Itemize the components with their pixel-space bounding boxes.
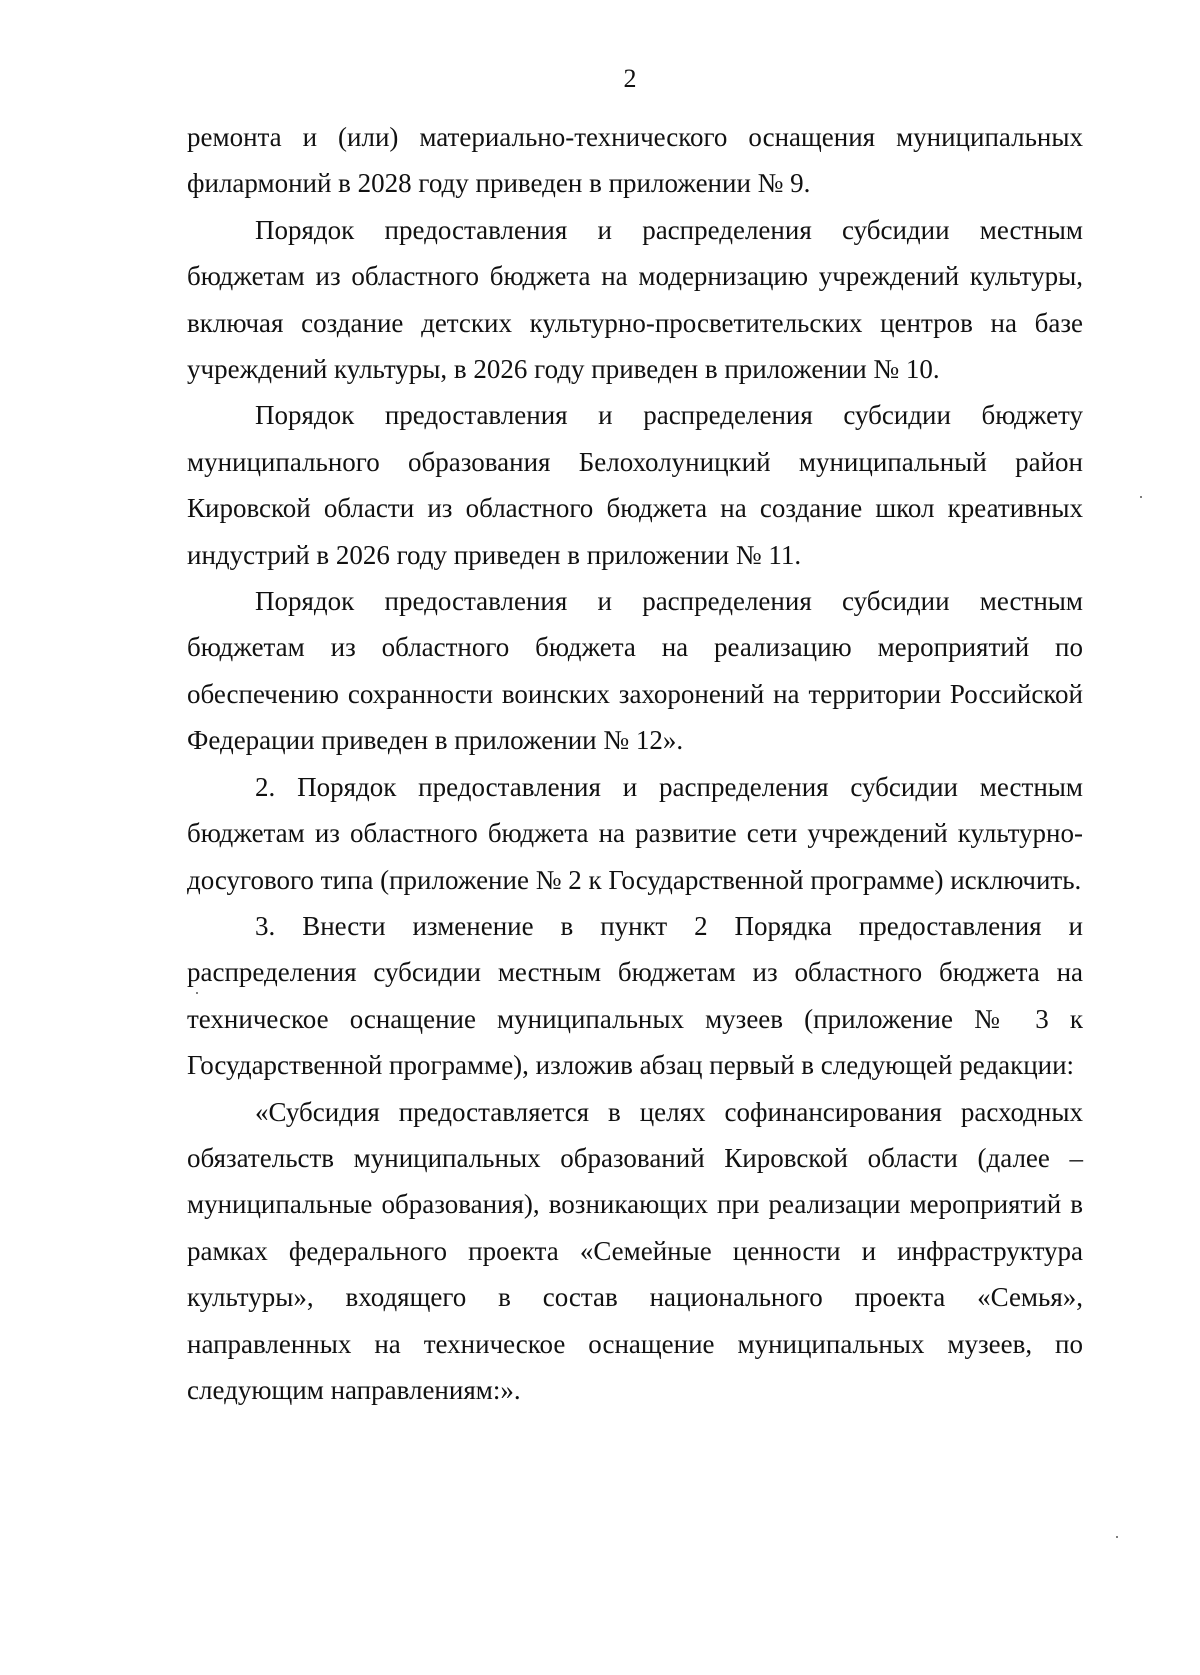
paragraph-appendix-11: Порядок предоставления и распределения субсидии бюджету муниципального образования Белохолуницкий муниципальный район Кировской области из областного бюджета на создание школ креативных индустрий в 2026 году приведен в приложении № 11. [187,400,1083,570]
paragraph-quoted-text: «Субсидия предоставляется в целях софинансирования расходных обязательств муниципальных образований Кировской области (далее – муниципальные образования), возникающих при реализации мероприятий в рамках федерального проекта «Семейные ценности и инфраструктура культуры», входящего в состав национального проекта «Семья», направленных на техническое оснащение муниципальных музеев, по следующим направлениям:». [187,1096,1083,1405]
paragraph-appendix-12: Порядок предоставления и распределения субсидии местным бюджетам из областного бюджета на реализацию мероприятий по обеспечению сохранности воинских захоронений на территории Российской Федерации приведен в приложении № 12». [187,586,1083,756]
scan-speck [196,992,198,994]
paragraph-appendix-10: Порядок предоставления и распределения субсидии местным бюджетам из областного бюджета на модернизацию учреждений культуры, включая создание детских культурно-просветительских центров на базе учреждений культуры, в 2026 году приведен в приложении № 10. [187,214,1083,385]
scan-speck [1116,1536,1118,1538]
scan-speck [1140,496,1142,498]
document-body [187,114,1083,1413]
paragraph-item-3: 3. Внести изменение в пункт 2 Порядка предоставления и распределения субсидии местным бюджетам из областного бюджета на техническое оснащение муниципальных музеев (приложение № 3 к Государственной программе), изложив абзац первый в следующей редакции: [187,910,1083,1081]
paragraph-item-2: 2. Порядок предоставления и распределения субсидии местным бюджетам из областного бюджета на развитие сети учреждений культурно-досугового типа (приложение № 2 к Государственной программе) исключить. [187,771,1083,895]
paragraph-continuation: ремонта и (или) материально-технического оснащения муниципальных филармоний в 2028 году приведен в приложении № 9. [187,122,1083,199]
page-number: 2 [623,64,637,93]
